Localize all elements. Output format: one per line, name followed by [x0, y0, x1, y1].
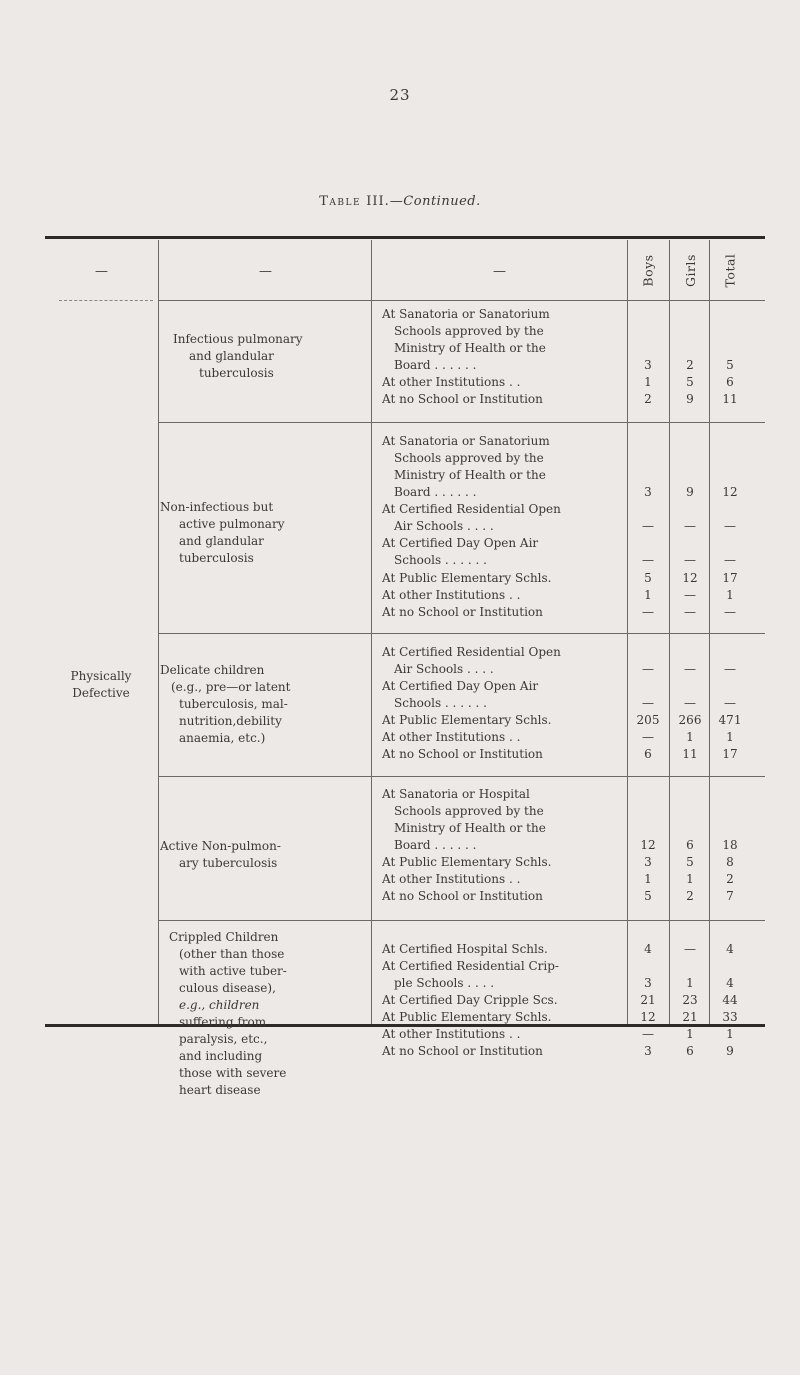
placement-row: At Certified Residential Open Air Schools . . . . [382, 502, 561, 533]
header-blank-cell: — [493, 264, 506, 279]
condition-label: Delicate children (e.g., pre—or latent tuberculosis, mal- nutrition,debility anaemia, etc.) [160, 663, 291, 745]
table-title-continued: —Continued. [389, 194, 481, 209]
placement-row: At other Institutions . . [382, 375, 521, 389]
girls-value: 1 [686, 1027, 694, 1041]
girls-value: 1 [686, 976, 694, 990]
condition-label: Non-infectious but active pulmonary and glandular tuberculosis [160, 500, 285, 565]
total-value: 4 [726, 976, 734, 990]
header-boys: Boys [640, 253, 656, 287]
boys-value: — [642, 605, 654, 619]
placement-row: At Public Elementary Schls. [382, 855, 552, 869]
placement-row: At no School or Institution [382, 747, 543, 761]
total-value: 471 [718, 713, 742, 727]
placement-row: At other Institutions . . [382, 588, 521, 602]
placement-row: At no School or Institution [382, 392, 543, 406]
girls-value: 5 [686, 375, 694, 389]
total-value: 12 [722, 485, 738, 499]
total-value: 5 [726, 358, 734, 372]
girls-value: 9 [686, 392, 694, 406]
condition-label: Infectious pulmonary and glandular tuberculosis [173, 332, 303, 380]
boys-value: 5 [644, 571, 652, 585]
group-separator [159, 633, 765, 634]
girls-value: 9 [686, 485, 694, 499]
total-value: — [724, 605, 736, 619]
placement-row: At Certified Residential Crip- ple Schools . . . . [382, 959, 559, 990]
girls-value: — [684, 942, 696, 956]
girls-value: 1 [686, 872, 694, 886]
girls-value: 266 [678, 713, 702, 727]
group-separator [159, 920, 765, 921]
condition-label: Active Non-pulmon- ary tuberculosis [160, 839, 281, 870]
girls-value: 6 [686, 838, 694, 852]
total-value: 6 [726, 375, 734, 389]
placement-row: At no School or Institution [382, 889, 543, 903]
total-value: 2 [726, 872, 734, 886]
category-label: Physically Defective [70, 669, 132, 700]
column-divider [371, 240, 372, 1024]
boys-value: — [642, 730, 654, 744]
boys-value: 3 [644, 855, 652, 869]
boys-value: — [642, 519, 654, 533]
placement-row: At Public Elementary Schls. [382, 713, 552, 727]
boys-value: 21 [640, 993, 656, 1007]
placement-row: At Sanatoria or Hospital Schools approved by the Ministry of Health or the Board . . . . . . [382, 787, 546, 852]
total-value: 33 [722, 1010, 738, 1024]
header-blank-cell: — [259, 264, 272, 279]
girls-value: — [684, 588, 696, 602]
table-top-rule [45, 236, 765, 239]
page-number: 23 [389, 86, 411, 104]
boys-value: 205 [636, 713, 660, 727]
girls-value: — [684, 519, 696, 533]
total-value: — [724, 696, 736, 710]
total-value: — [724, 553, 736, 567]
total-value: 17 [722, 747, 738, 761]
total-value: 1 [726, 730, 734, 744]
placement-row: At other Institutions . . [382, 872, 521, 886]
total-value: 44 [722, 993, 738, 1007]
placement-row: At no School or Institution [382, 605, 543, 619]
total-value: 1 [726, 588, 734, 602]
boys-value: 12 [640, 1010, 656, 1024]
boys-value: 3 [644, 976, 652, 990]
girls-value: 2 [686, 358, 694, 372]
boys-value: 12 [640, 838, 656, 852]
placement-row: At Certified Residential Open Air Schools . . . . [382, 645, 561, 676]
girls-value: — [684, 696, 696, 710]
boys-value: 1 [644, 375, 652, 389]
condition-label: Crippled Children (other than those with active tuber- culous disease), e.g., children suffering from paralysis, etc., and including those with severe heart disease [169, 930, 287, 1097]
boys-value: — [642, 662, 654, 676]
total-value: 17 [722, 571, 738, 585]
boys-value: 3 [644, 485, 652, 499]
girls-value: 11 [682, 747, 698, 761]
table-title [0, 194, 800, 209]
group-separator [159, 422, 765, 423]
placement-row: At Public Elementary Schls. [382, 571, 552, 585]
total-value: 11 [722, 392, 738, 406]
table-title-number: III. [366, 194, 390, 209]
boys-value: — [642, 553, 654, 567]
girls-value: — [684, 662, 696, 676]
girls-value: 6 [686, 1044, 694, 1058]
girls-value: 5 [686, 855, 694, 869]
girls-value: — [684, 605, 696, 619]
boys-value: 3 [644, 358, 652, 372]
girls-value: 12 [682, 571, 698, 585]
boys-value: 6 [644, 747, 652, 761]
table-title-label: Table [319, 194, 362, 209]
total-value: 9 [726, 1044, 734, 1058]
placement-row: At Sanatoria or Sanatorium Schools approved by the Ministry of Health or the Board . . . . . . [382, 434, 550, 499]
girls-value: 21 [682, 1010, 698, 1024]
boys-value: 1 [644, 588, 652, 602]
girls-value: 23 [682, 993, 698, 1007]
placement-row: At other Institutions . . [382, 730, 521, 744]
girls-value: 2 [686, 889, 694, 903]
statistics-table [45, 236, 765, 1097]
boys-value: 3 [644, 1044, 652, 1058]
placement-row: At Public Elementary Schls. [382, 1010, 552, 1024]
total-value: 4 [726, 942, 734, 956]
boys-value: 1 [644, 872, 652, 886]
total-value: 18 [722, 838, 738, 852]
placement-row: At no School or Institution [382, 1044, 543, 1058]
header-girls: Girls [682, 253, 698, 287]
header-rule [159, 300, 765, 301]
placement-row: At Certified Day Cripple Scs. [382, 993, 558, 1007]
placement-row: At other Institutions . . [382, 1027, 521, 1041]
group-separator [159, 776, 765, 777]
header-rule [59, 300, 153, 301]
girls-value: — [684, 553, 696, 567]
placement-row: At Sanatoria or Sanatorium Schools approved by the Ministry of Health or the Board . . . . . . [382, 307, 550, 372]
boys-value: — [642, 696, 654, 710]
boys-value: 4 [644, 942, 652, 956]
placement-row: At Certified Day Open Air Schools . . . . . . [382, 679, 539, 710]
header-blank-cell: — [95, 264, 108, 279]
total-value: — [724, 519, 736, 533]
total-value: 7 [726, 889, 734, 903]
column-divider [158, 240, 159, 1024]
placement-row: At Certified Day Open Air Schools . . . . . . [382, 536, 539, 567]
placement-row: At Certified Hospital Schls. [382, 942, 548, 956]
header-total: Total [722, 253, 738, 287]
total-value: 8 [726, 855, 734, 869]
boys-value: — [642, 1027, 654, 1041]
boys-value: 5 [644, 889, 652, 903]
total-value: 1 [726, 1027, 734, 1041]
boys-value: 2 [644, 392, 652, 406]
girls-value: 1 [686, 730, 694, 744]
total-value: — [724, 662, 736, 676]
